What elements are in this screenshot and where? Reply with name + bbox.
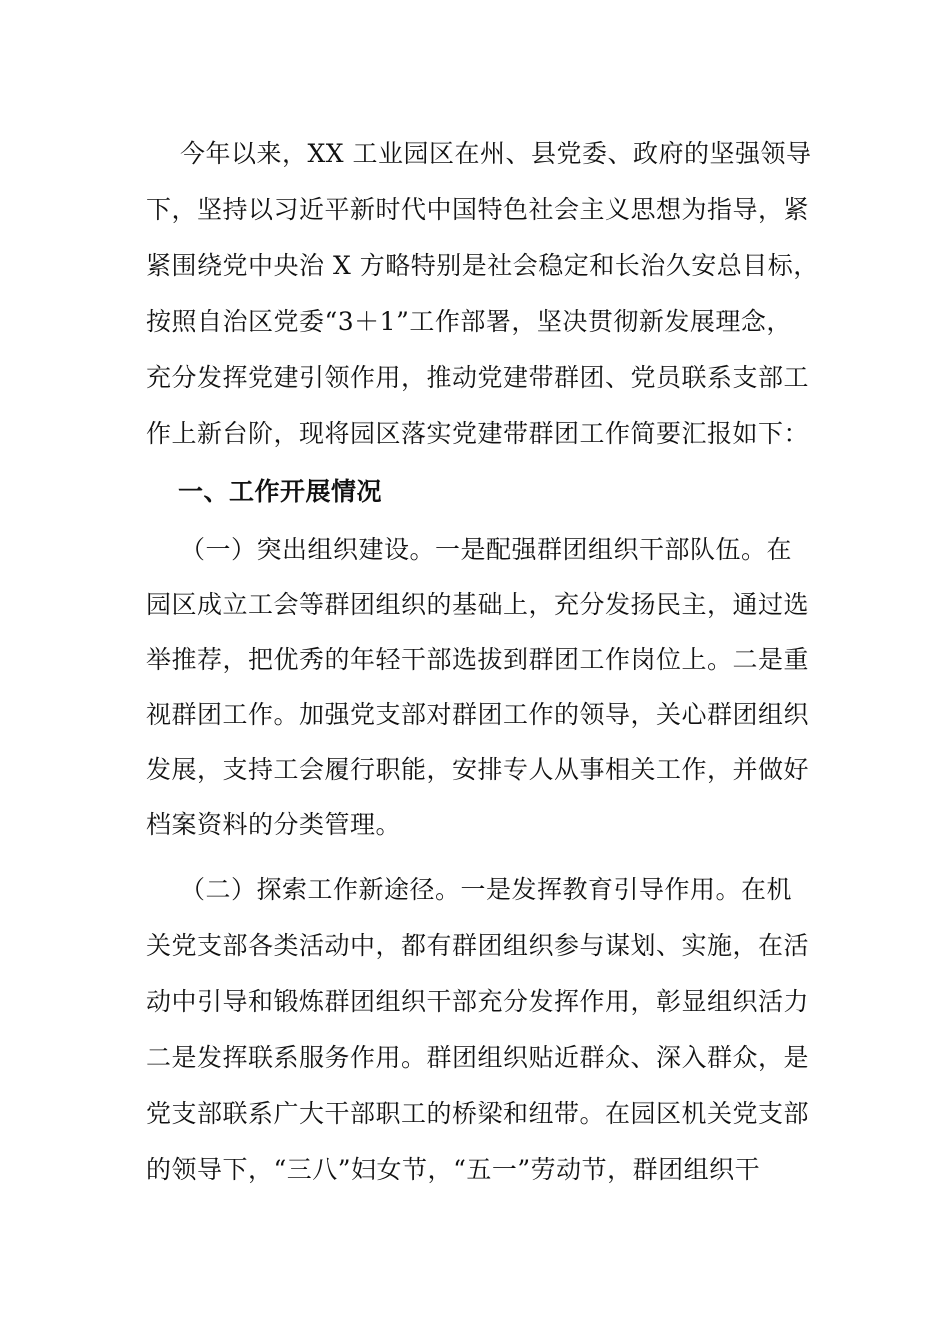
paragraph-3-line-4: 二是发挥联系服务作用。群团组织贴近群众、深入群众，是 <box>146 1043 810 1072</box>
paragraph-2-line-2: 园区成立工会等群团组织的基础上，充分发扬民主，通过选 <box>146 590 810 619</box>
paragraph-2-line-4: 视群团工作。加强党支部对群团工作的领导，关心群团组织 <box>146 700 810 729</box>
paragraph-1-line-5: 充分发挥党建引领作用，推动党建带群团、党员联系支部工 <box>146 363 810 392</box>
paragraph-2-line-6: 档案资料的分类管理。 <box>146 810 402 839</box>
paragraph-2-line-1: （一）突出组织建设。一是配强群团组织干部队伍。在 <box>180 535 793 564</box>
paragraph-1-line-1: 今年以来，XX 工业园区在州、县党委、政府的坚强领导 <box>180 139 812 168</box>
paragraph-3-line-2: 关党支部各类活动中，都有群团组织参与谋划、实施，在活 <box>146 931 810 960</box>
paragraph-1-line-3: 紧围绕党中央治 X 方略特别是社会稳定和长治久安总目标， <box>146 251 819 280</box>
paragraph-3-line-5: 党支部联系广大干部职工的桥梁和纽带。在园区机关党支部 <box>146 1099 810 1128</box>
paragraph-3-line-1: （二）探索工作新途径。一是发挥教育引导作用。在机 <box>180 875 793 904</box>
paragraph-3-line-3: 动中引导和锻炼群团组织干部充分发挥作用，彰显组织活力 <box>146 987 810 1016</box>
paragraph-1-line-2: 下，坚持以习近平新时代中国特色社会主义思想为指导，紧 <box>146 195 810 224</box>
paragraph-1-line-4: 按照自治区党委“3＋1”工作部署，坚决贯彻新发展理念， <box>146 307 792 336</box>
paragraph-1-line-6: 作上新台阶，现将园区落实党建带群团工作简要汇报如下： <box>146 419 810 448</box>
paragraph-2-line-3: 举推荐，把优秀的年轻干部选拔到群团工作岗位上。二是重 <box>146 645 810 674</box>
paragraph-3-line-6: 的领导下，“三八”妇女节，“五一”劳动节，群团组织干 <box>146 1155 761 1184</box>
paragraph-2-line-5: 发展，支持工会履行职能，安排专人从事相关工作，并做好 <box>146 755 810 784</box>
section-heading: 一、工作开展情况 <box>178 477 383 506</box>
